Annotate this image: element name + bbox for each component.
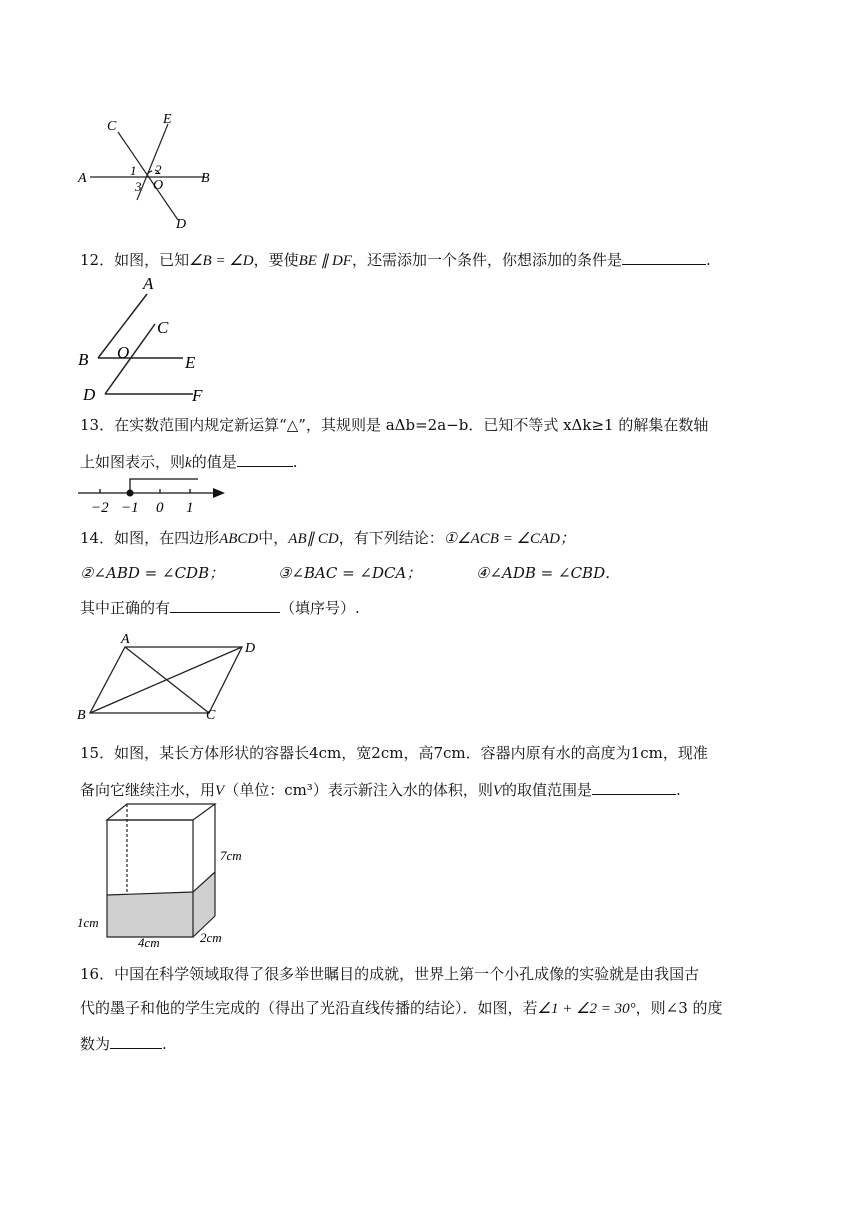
- label-C: C: [107, 119, 117, 134]
- q14-text-pre: 14．如图，在四边形: [80, 529, 220, 547]
- label-E: E: [185, 353, 196, 372]
- q15-line2-mid: （单位：cm³）表示新注入水的体积，则: [224, 781, 493, 799]
- q14-text-post: ，有下列结论：: [338, 529, 444, 547]
- label-A: A: [143, 274, 154, 293]
- figure-q14-quadrilateral: [75, 628, 265, 723]
- label-A: A: [121, 632, 130, 647]
- tick-label-neg2: −2: [91, 500, 109, 516]
- q15-var-V: V: [215, 783, 225, 799]
- label-height: 7cm: [220, 848, 242, 863]
- q14-quad: ABCD: [219, 531, 259, 547]
- label-B: B: [78, 350, 89, 369]
- question-13-line1: 13．在实数范围内规定新运算“△”，其规则是 aΔb=2a−b．已知不等式 xΔk≥1 的解集在数轴: [80, 416, 709, 434]
- q14-text-mid: 中，: [258, 529, 289, 547]
- label-D: D: [176, 217, 187, 232]
- answer-blank-q14[interactable]: [170, 596, 280, 613]
- figure-q11-angles: [75, 110, 225, 235]
- q16-line2-pre: 代的墨子和他的学生完成的（得出了光沿直线传播的结论）．如图，若: [80, 999, 538, 1017]
- q15-end: .: [676, 781, 681, 799]
- label-O: O: [153, 178, 164, 193]
- label-B: B: [201, 171, 210, 186]
- number-line: [75, 472, 235, 517]
- label-depth: 2cm: [200, 930, 222, 945]
- q14-line3-post: （填序号）.: [280, 599, 360, 617]
- label-2: 2: [155, 162, 162, 177]
- q13-var-k: k: [185, 455, 192, 471]
- q12-cond1: ∠B = ∠D: [189, 253, 254, 269]
- q15-line2-pre: 备向它继续注水，用: [80, 781, 216, 799]
- label-water-height: 1cm: [77, 915, 99, 930]
- question-16-line3: [80, 1032, 167, 1054]
- conclusion-3: ③∠BAC = ∠DCA；: [278, 564, 422, 582]
- q15-water: 1cm: [630, 744, 663, 762]
- q15-line2-post: 的取值范围是: [502, 781, 593, 799]
- tick-label-1: 1: [186, 500, 194, 516]
- q15-width: 2cm: [371, 744, 404, 762]
- question-15-line2: [80, 778, 681, 801]
- q12-text-pre: 如图，已知: [114, 251, 190, 269]
- q14-line3-pre: 其中正确的有: [80, 599, 171, 617]
- label-1: 1: [130, 163, 137, 178]
- q12-end: .: [705, 251, 711, 269]
- q15-text-post: ，现准: [662, 744, 708, 762]
- q16-end: .: [162, 1035, 167, 1053]
- label-E: E: [163, 112, 172, 127]
- label-C: C: [206, 708, 216, 723]
- q16-line3-pre: 数为: [80, 1035, 111, 1053]
- question-14-line3: [80, 596, 360, 618]
- q14-parallel: AB∥ CD: [288, 531, 339, 547]
- q13-end: .: [292, 453, 298, 471]
- question-15-line1: [80, 743, 708, 763]
- answer-blank-q15[interactable]: [592, 778, 676, 795]
- figure-q15-container: [75, 800, 255, 950]
- label-D: D: [83, 385, 96, 402]
- label-D: D: [245, 641, 256, 656]
- figure-q12-parallel: [75, 272, 225, 402]
- q15-height: 7cm: [433, 744, 466, 762]
- tick-label-neg1: −1: [121, 500, 139, 516]
- conclusion-1: ①∠ACB = ∠CAD；: [443, 531, 576, 547]
- q15-text-pre: 15．如图，某长方体形状的容器长: [80, 744, 310, 762]
- q15-sep2: ，高: [403, 744, 434, 762]
- q15-length: 4cm: [309, 744, 342, 762]
- label-A: A: [78, 171, 87, 186]
- label-length: 4cm: [138, 935, 160, 950]
- q15-var-V2: V: [492, 783, 502, 799]
- question-16-line2: [80, 998, 723, 1019]
- q13-text-pre: 上如图表示，则: [80, 453, 186, 471]
- q12-text-post: ，还需添加一个条件，你想添加的条件是: [351, 251, 622, 269]
- label-B: B: [77, 708, 86, 723]
- answer-blank-q12[interactable]: [622, 248, 706, 265]
- q15-sep1: ，宽: [341, 744, 372, 762]
- q16-cond: ∠1 + ∠2 = 30°: [537, 1001, 636, 1017]
- q13-text-post: 的值是: [191, 453, 237, 471]
- q15-text-mid: ．容器内原有水的高度为: [465, 744, 631, 762]
- q12-text-mid: ，要使: [253, 251, 299, 269]
- q16-line2-post: ，则∠3 的度: [635, 999, 723, 1017]
- question-16-line1: 16．中国在科学领域取得了很多举世瞩目的成就，世界上第一个小孔成像的实验就是由我国古: [80, 965, 700, 983]
- answer-blank-q13[interactable]: [237, 450, 293, 467]
- question-13-line2: [80, 450, 297, 473]
- question-14-line1: [80, 528, 575, 549]
- answer-blank-q16[interactable]: [110, 1032, 162, 1049]
- conclusion-2: ②∠ABD = ∠CDB；: [80, 564, 225, 582]
- label-O: O: [117, 343, 130, 362]
- q12-cond2: BE ∥ DF: [298, 253, 352, 269]
- q12-number: 12．: [80, 251, 115, 269]
- question-12: [80, 248, 711, 271]
- label-C: C: [157, 318, 169, 337]
- label-3: 3: [135, 179, 142, 194]
- tick-label-0: 0: [156, 500, 164, 516]
- label-F: F: [192, 386, 203, 402]
- conclusion-4: ④∠ADB = ∠CBD．: [476, 564, 621, 582]
